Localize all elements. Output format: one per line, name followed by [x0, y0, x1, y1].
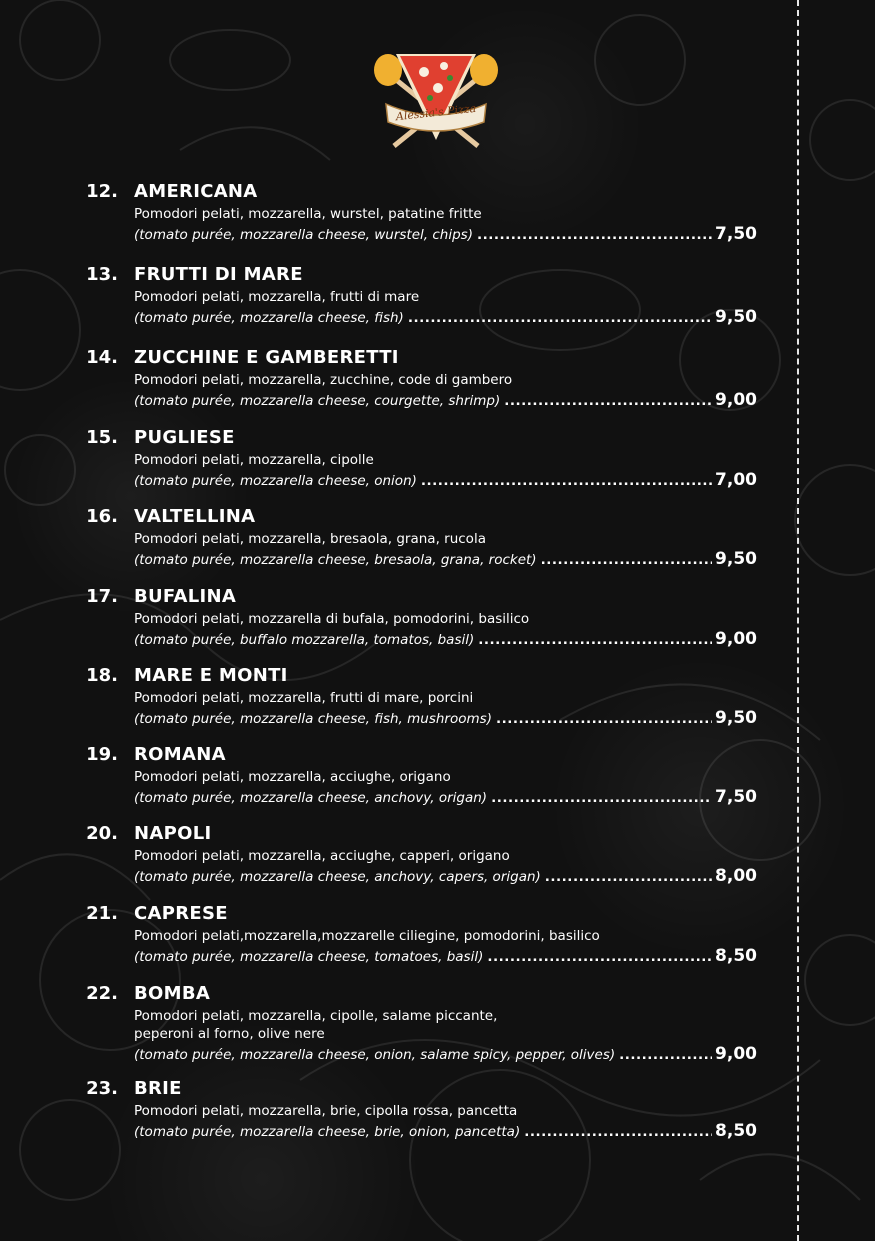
- item-price: 8,00: [715, 866, 757, 886]
- dot-leader: [408, 308, 712, 328]
- dot-leader: [619, 1045, 712, 1065]
- item-ingredients-english: (tomato purée, buffalo mozzarella, tomatos, basil): [134, 632, 475, 648]
- item-price: 7,50: [715, 787, 757, 807]
- item-ingredients-italian: Pomodori pelati, mozzarella, wurstel, patatine fritte: [134, 206, 482, 222]
- item-number: 13.: [86, 264, 118, 285]
- item-english-row: [134, 629, 757, 650]
- logo-text: Alessia's Pizza: [395, 101, 477, 124]
- item-ingredients-italian: Pomodori pelati, mozzarella, frutti di mare, porcini: [134, 690, 474, 706]
- item-name: BOMBA: [134, 983, 211, 1004]
- item-price: 9,50: [715, 307, 757, 327]
- item-price: 8,50: [715, 1121, 757, 1141]
- item-name: BUFALINA: [134, 586, 237, 607]
- item-name: ZUCCHINE E GAMBERETTI: [134, 347, 399, 368]
- item-number: 20.: [86, 823, 118, 844]
- item-ingredients-italian: Pomodori pelati, mozzarella, cipolle, salame piccante,: [134, 1008, 498, 1024]
- item-name: ROMANA: [134, 744, 226, 765]
- item-price: 7,00: [715, 470, 757, 490]
- dot-leader: [524, 1122, 712, 1142]
- item-number: 21.: [86, 903, 118, 924]
- item-english-row: [134, 946, 757, 967]
- item-ingredients-italian: Pomodori pelati, mozzarella di bufala, pomodorini, basilico: [134, 611, 530, 627]
- item-english-row: [134, 224, 757, 245]
- item-price: 8,50: [715, 946, 757, 966]
- item-ingredients-italian: Pomodori pelati, mozzarella, cipolle: [134, 452, 374, 468]
- item-ingredients-italian: peperoni al forno, olive nere: [134, 1026, 325, 1042]
- dot-leader: [545, 867, 712, 887]
- item-name: FRUTTI DI MARE: [134, 264, 303, 285]
- item-ingredients-english: (tomato purée, mozzarella cheese, brie, onion, pancetta): [134, 1124, 521, 1140]
- dot-leader: [491, 788, 712, 808]
- item-english-row: [134, 708, 757, 729]
- item-ingredients-english: (tomato purée, mozzarella cheese, fish, mushrooms): [134, 711, 492, 727]
- item-number: 22.: [86, 983, 118, 1004]
- dot-leader: [478, 630, 712, 650]
- item-price: 9,50: [715, 708, 757, 728]
- item-ingredients-english: (tomato purée, mozzarella cheese, anchovy, origan): [134, 790, 488, 806]
- item-english-row: [134, 307, 757, 328]
- item-english-row: [134, 866, 757, 887]
- dot-leader: [541, 550, 712, 570]
- item-ingredients-english: (tomato purée, mozzarella cheese, bresaola, grana, rocket): [134, 552, 537, 568]
- item-ingredients-italian: Pomodori pelati, mozzarella, acciughe, origano: [134, 769, 451, 785]
- dot-leader: [487, 947, 712, 967]
- item-name: BRIE: [134, 1078, 182, 1099]
- logo: [366, 40, 506, 152]
- item-number: 16.: [86, 506, 118, 527]
- item-name: AMERICANA: [134, 181, 258, 202]
- item-ingredients-english: (tomato purée, mozzarella cheese, fish): [134, 310, 404, 326]
- item-ingredients-english: (tomato purée, mozzarella cheese, courgette, shrimp): [134, 393, 501, 409]
- item-name: MARE E MONTI: [134, 665, 288, 686]
- item-price: 9,00: [715, 1044, 757, 1064]
- item-ingredients-italian: Pomodori pelati, mozzarella, zucchine, code di gambero: [134, 372, 513, 388]
- item-number: 18.: [86, 665, 118, 686]
- item-ingredients-italian: Pomodori pelati,mozzarella,mozzarelle ciliegine, pomodorini, basilico: [134, 928, 600, 944]
- item-number: 12.: [86, 181, 118, 202]
- item-ingredients-italian: Pomodori pelati, mozzarella, bresaola, grana, rucola: [134, 531, 486, 547]
- item-name: CAPRESE: [134, 903, 228, 924]
- item-price: 9,00: [715, 629, 757, 649]
- item-number: 23.: [86, 1078, 118, 1099]
- item-ingredients-english: (tomato purée, mozzarella cheese, onion): [134, 473, 417, 489]
- item-price: 7,50: [715, 224, 757, 244]
- item-english-row: [134, 390, 757, 411]
- item-number: 14.: [86, 347, 118, 368]
- item-english-row: [134, 1121, 757, 1142]
- item-price: 9,50: [715, 549, 757, 569]
- dot-leader: [504, 391, 712, 411]
- item-ingredients-english: (tomato purée, mozzarella cheese, onion, salame spicy, pepper, olives): [134, 1047, 616, 1063]
- dot-leader: [496, 709, 712, 729]
- item-name: VALTELLINA: [134, 506, 256, 527]
- item-ingredients-italian: Pomodori pelati, mozzarella, brie, cipolla rossa, pancetta: [134, 1103, 518, 1119]
- item-ingredients-italian: Pomodori pelati, mozzarella, frutti di mare: [134, 289, 420, 305]
- item-price: 9,00: [715, 390, 757, 410]
- cut-line: [797, 0, 799, 1241]
- item-english-row: [134, 470, 757, 491]
- dot-leader: [477, 225, 712, 245]
- item-english-row: [134, 787, 757, 808]
- pizza-logo-icon: [366, 40, 506, 152]
- item-name: NAPOLI: [134, 823, 212, 844]
- item-ingredients-english: (tomato purée, mozzarella cheese, anchovy, capers, origan): [134, 869, 541, 885]
- item-ingredients-english: (tomato purée, mozzarella cheese, tomatoes, basil): [134, 949, 484, 965]
- item-number: 19.: [86, 744, 118, 765]
- item-english-row: [134, 549, 757, 570]
- item-ingredients-italian: Pomodori pelati, mozzarella, acciughe, capperi, origano: [134, 848, 510, 864]
- item-number: 15.: [86, 427, 118, 448]
- dot-leader: [421, 471, 712, 491]
- item-number: 17.: [86, 586, 118, 607]
- item-english-row: [134, 1044, 757, 1065]
- item-ingredients-english: (tomato purée, mozzarella cheese, wurstel, chips): [134, 227, 473, 243]
- item-name: PUGLIESE: [134, 427, 235, 448]
